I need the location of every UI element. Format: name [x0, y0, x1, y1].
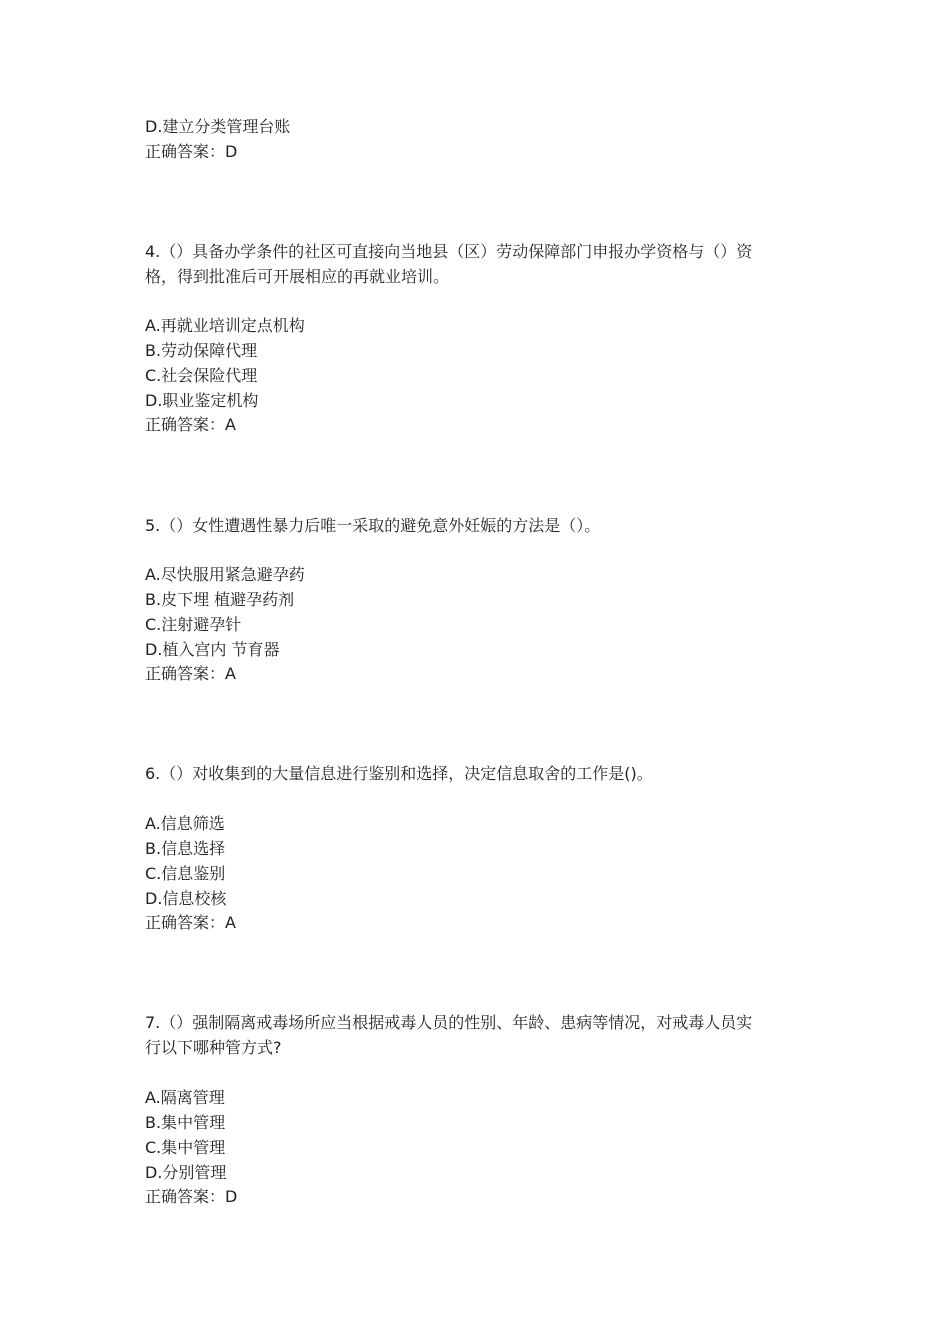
- q6-stem-line1: 6.（）对收集到的大量信息进行鉴别和选择，决定信息取舍的工作是()。: [145, 764, 653, 783]
- q4-option-d: D.职业鉴定机构: [145, 391, 259, 410]
- q6-answer: 正确答案：A: [145, 913, 236, 932]
- q6-option-c: C.信息鉴别: [145, 864, 226, 883]
- q6-option-b: B.信息选择: [145, 839, 226, 858]
- q4-option-b: B.劳动保障代理: [145, 341, 258, 360]
- q7-option-c: C.集中管理: [145, 1138, 226, 1157]
- q4-stem-line1: 4.（）具备办学条件的社区可直接向当地县（区）劳动保障部门申报办学资格与（）资: [145, 242, 753, 261]
- q5-option-c: C.注射避孕针: [145, 615, 242, 634]
- q5-stem-line1: 5.（）女性遭遇性暴力后唯一采取的避免意外妊娠的方法是（）。: [145, 516, 601, 535]
- q7-option-b: B.集中管理: [145, 1113, 226, 1132]
- q7-option-d: D.分别管理: [145, 1163, 227, 1182]
- q4-stem-line2: 格，得到批准后可开展相应的再就业培训。: [145, 267, 450, 286]
- q5-option-a: A.尽快服用紧急避孕药: [145, 565, 305, 584]
- q7-stem-line2: 行以下哪种管方式?: [145, 1038, 282, 1057]
- q7-option-a: A.隔离管理: [145, 1088, 225, 1107]
- q4-option-c: C.社会保险代理: [145, 366, 258, 385]
- q5-answer: 正确答案：A: [145, 664, 236, 683]
- q5-option-d: D.植入宫内 节育器: [145, 640, 280, 659]
- q7-stem-line1: 7.（）强制隔离戒毒场所应当根据戒毒人员的性别、年龄、患病等情况，对戒毒人员实: [145, 1013, 753, 1032]
- q6-option-a: A.信息筛选: [145, 814, 225, 833]
- q6-option-d: D.信息校核: [145, 889, 227, 908]
- q4-answer: 正确答案：A: [145, 415, 236, 434]
- q3-option-d: D.建立分类管理台账: [145, 117, 291, 136]
- q5-option-b: B.皮下埋 植避孕药剂: [145, 590, 295, 609]
- q4-option-a: A.再就业培训定点机构: [145, 316, 305, 335]
- q7-answer: 正确答案：D: [145, 1187, 238, 1206]
- q3-answer: 正确答案：D: [145, 142, 238, 161]
